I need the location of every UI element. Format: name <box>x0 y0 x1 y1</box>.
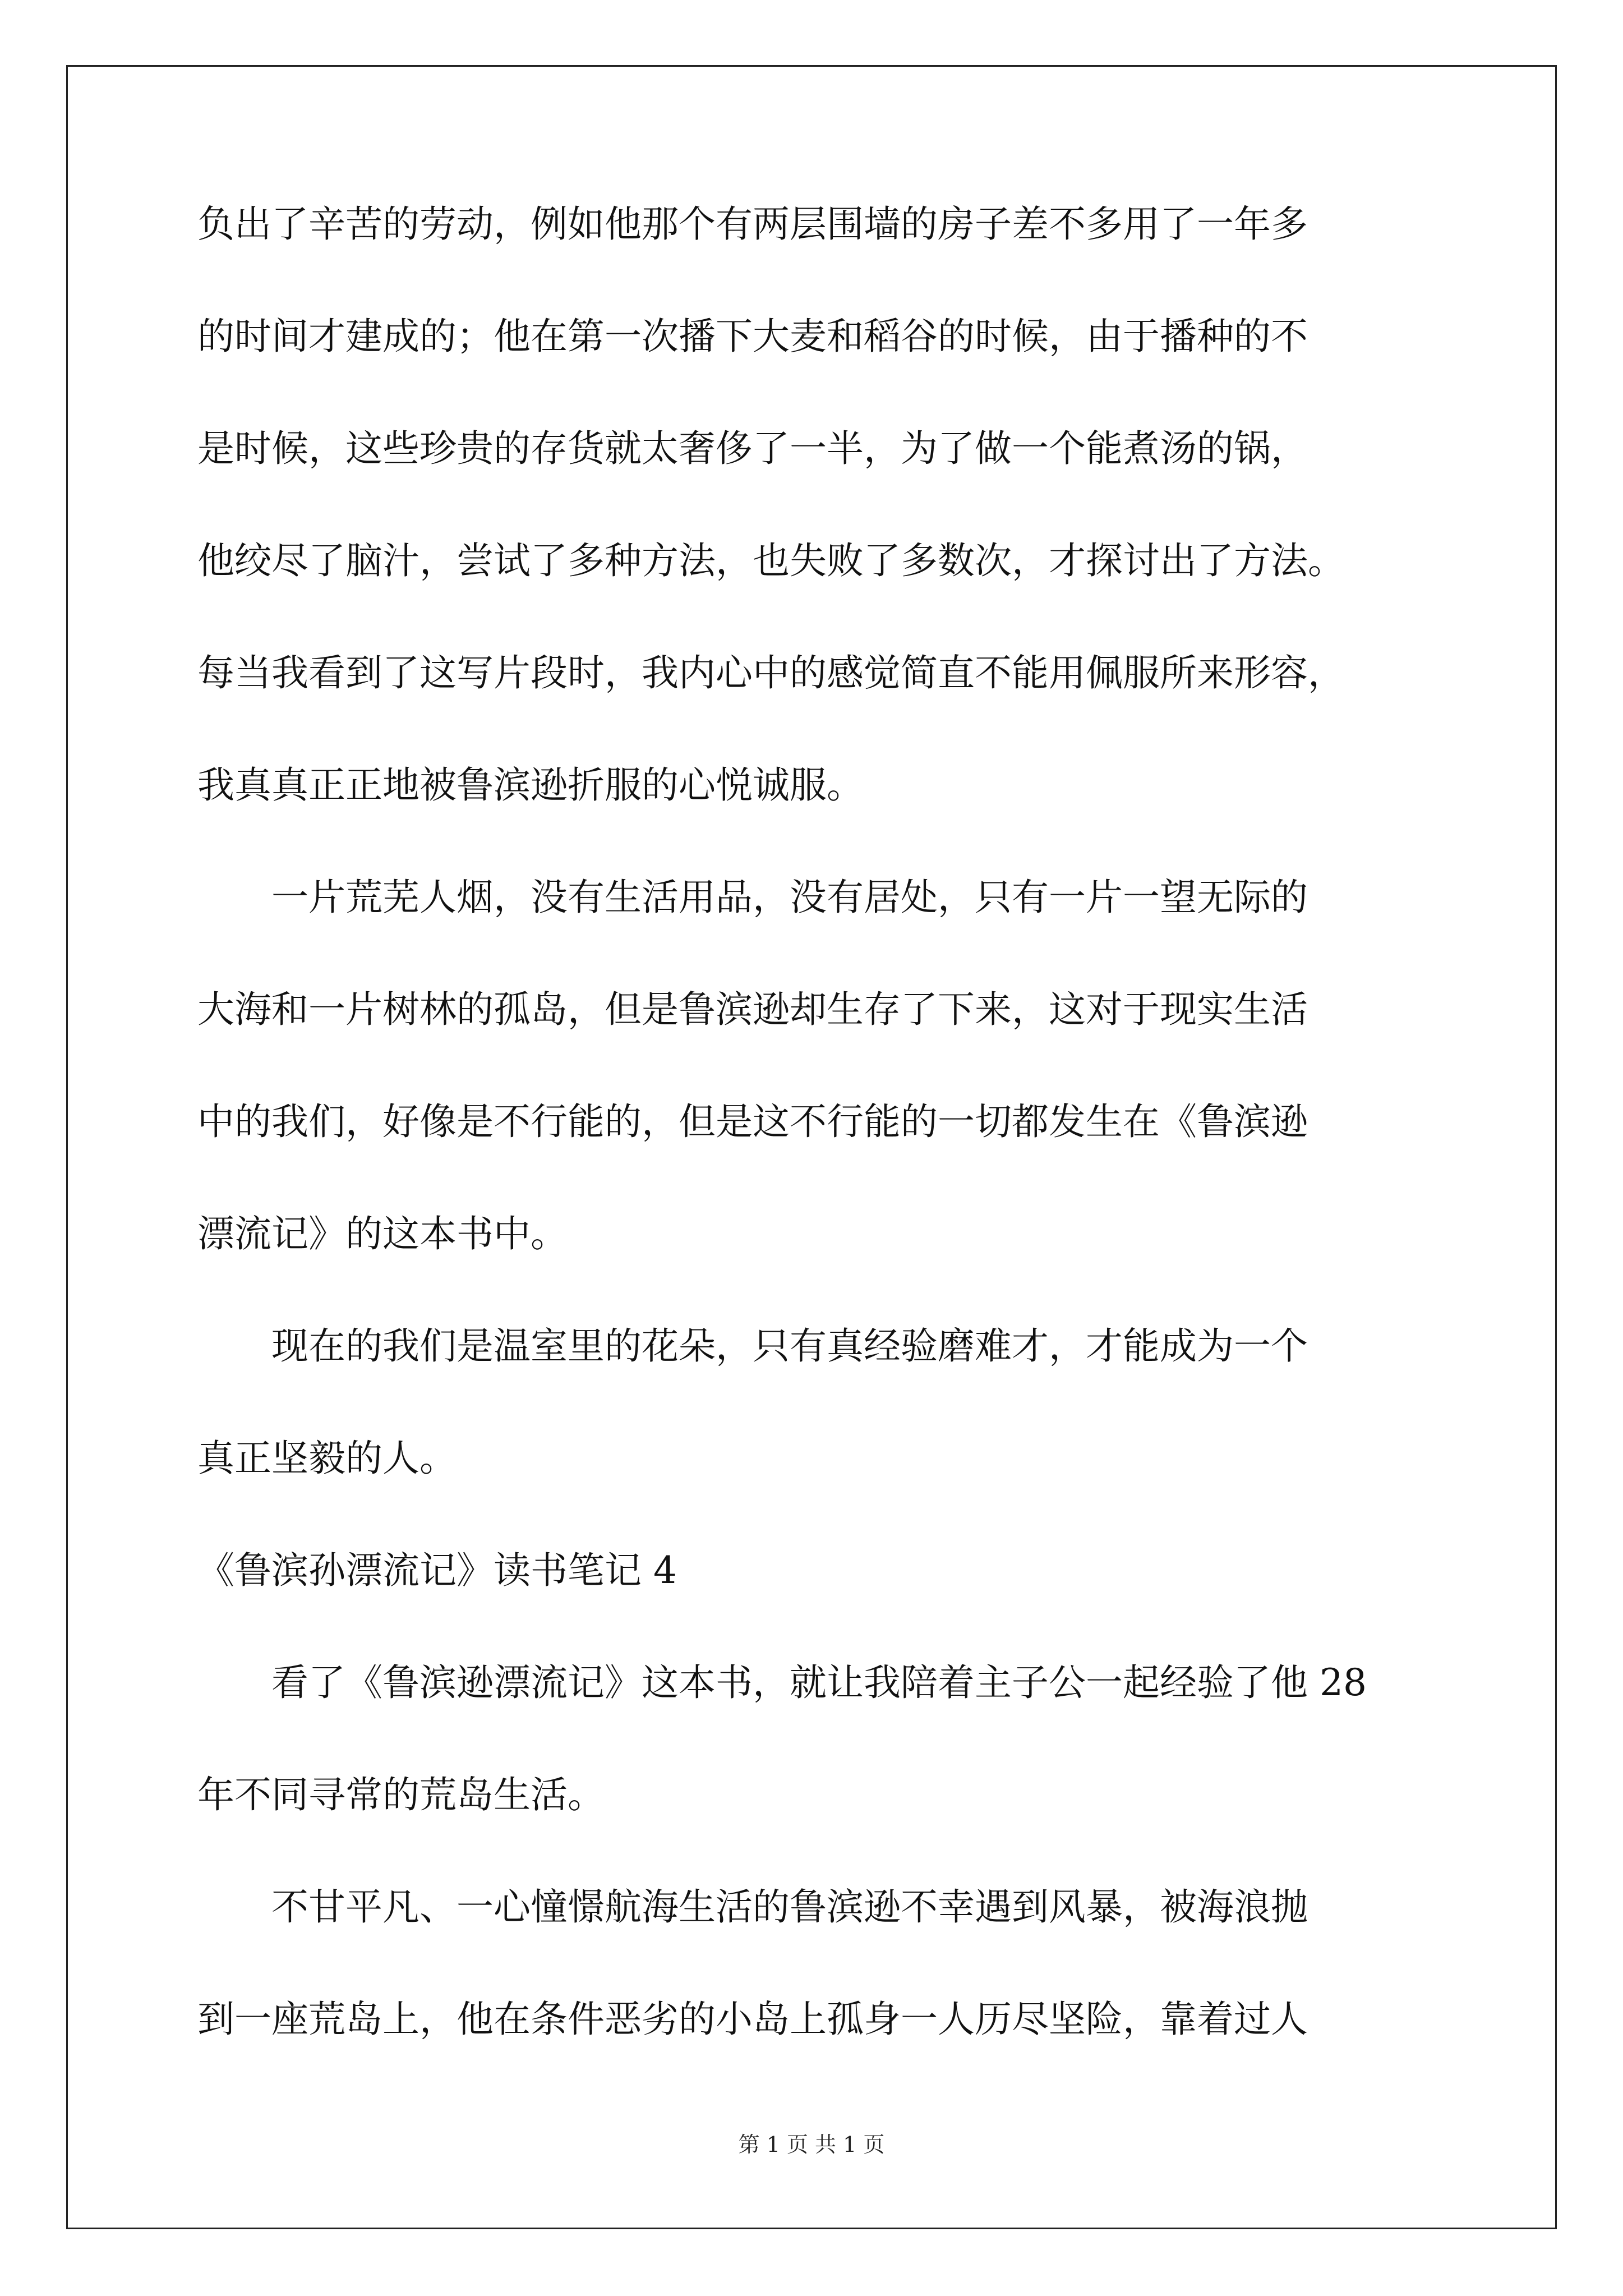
paragraph-start-line: 一片荒芜人烟，没有生活用品，没有居处，只有一片一望无际的 <box>271 876 1308 919</box>
section-heading: 《鲁滨孙漂流记》读书笔记 4 <box>197 1549 677 1592</box>
text-line: 大海和一片树林的孤岛，但是鲁滨逊却生存了下来，这对于现实生活 <box>197 988 1308 1031</box>
text-line: 的时间才建成的；他在第一次播下大麦和稻谷的时候，由于播种的不 <box>197 315 1308 358</box>
paragraph-start-line: 现在的我们是温室里的花朵，只有真经验磨难才，才能成为一个 <box>271 1324 1308 1368</box>
text-line: 中的我们，好像是不行能的，但是这不行能的一切都发生在《鲁滨逊 <box>197 1100 1308 1143</box>
text-line: 年不同寻常的荒岛生活。 <box>197 1773 605 1816</box>
text-line: 他绞尽了脑汁，尝试了多种方法，也失败了多数次，才探讨出了方法。 <box>197 539 1345 582</box>
text-line: 是时候，这些珍贵的存货就太奢侈了一半，为了做一个能煮汤的锅， <box>197 427 1308 470</box>
text-line: 我真真正正地被鲁滨逊折服的心悦诚服。 <box>197 763 864 807</box>
text-line: 到一座荒岛上，他在条件恶劣的小岛上孤身一人历尽坚险，靠着过人 <box>197 1998 1308 2041</box>
text-line: 每当我看到了这写片段时，我内心中的感觉简直不能用佩服所来形容， <box>197 651 1345 694</box>
paragraph-start-line: 不甘平凡、一心憧憬航海生活的鲁滨逊不幸遇到风暴，被海浪抛 <box>271 1885 1308 1929</box>
text-line: 漂流记》的这本书中。 <box>197 1212 568 1255</box>
text-line: 负出了辛苦的劳动，例如他那个有两层围墙的房子差不多用了一年多 <box>197 203 1308 246</box>
text-line: 真正坚毅的人。 <box>197 1437 457 1480</box>
paragraph-start-line: 看了《鲁滨逊漂流记》这本书，就让我陪着主子公一起经验了他 28 <box>271 1661 1367 1704</box>
page-number-footer: 第 1 页 共 1 页 <box>738 2132 885 2157</box>
